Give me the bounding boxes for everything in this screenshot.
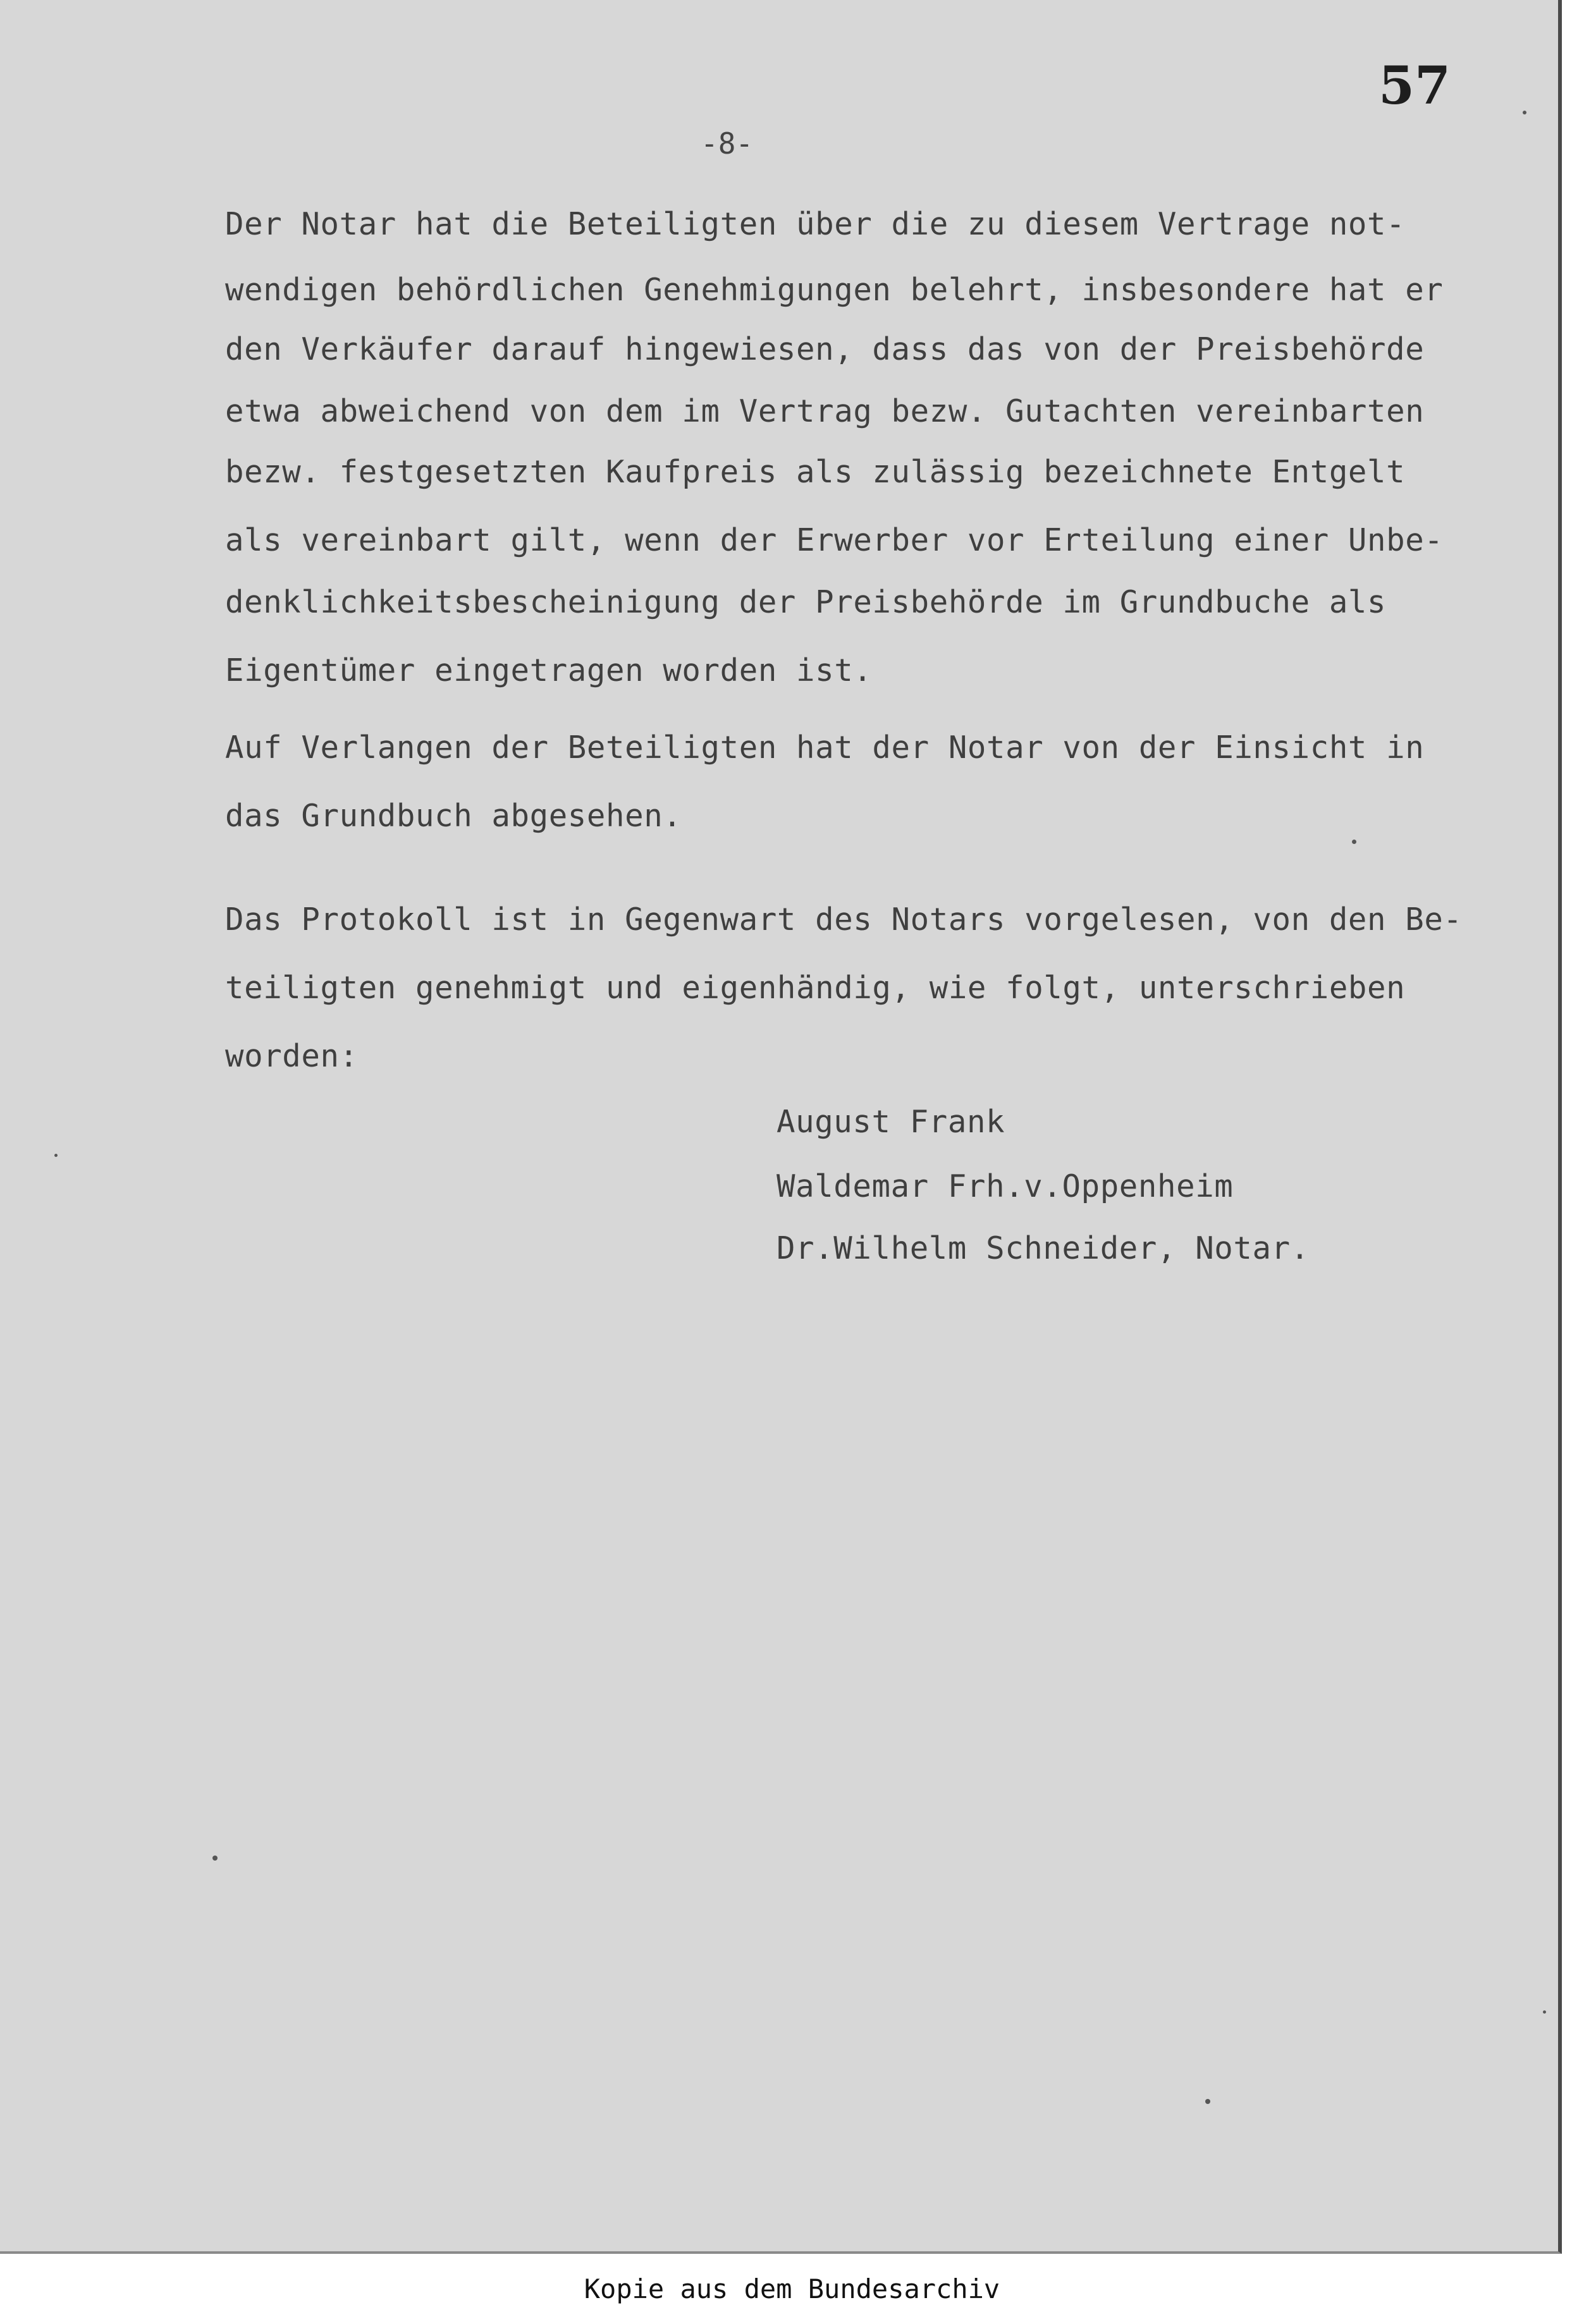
signature-line: August Frank: [777, 1104, 1005, 1140]
text-line: als vereinbart gilt, wenn der Erwerber vor Erteilung einer Unbe-: [225, 522, 1444, 558]
text-line: etwa abweichend von dem im Vertrag bezw. Gutachten vereinbarten: [225, 393, 1425, 429]
archive-page-number: 57: [1378, 56, 1451, 116]
text-line: Eigentümer eingetragen worden ist.: [225, 652, 873, 688]
paper-speck: [1543, 2010, 1546, 2014]
text-line: worden:: [225, 1038, 359, 1074]
text-line: das Grundbuch abgesehen.: [225, 798, 682, 834]
signature-line: Dr.Wilhelm Schneider, Notar.: [777, 1230, 1310, 1266]
paper-speck: [1523, 111, 1526, 114]
text-line: Der Notar hat die Beteiligten über die zu diesem Vertrage not-: [225, 206, 1406, 242]
paper-speck: [54, 1154, 58, 1157]
paper-speck: [1352, 840, 1356, 844]
text-line: bezw. festgesetzten Kaufpreis als zulässig bezeichnete Entgelt: [225, 454, 1406, 490]
text-line: wendigen behördlichen Genehmigungen belehrt, insbesondere hat er: [225, 272, 1444, 308]
paper-speck: [212, 1856, 218, 1861]
sheet-number: -8-: [701, 126, 754, 161]
archive-footer: Kopie aus dem Bundesarchiv: [584, 2273, 1000, 2304]
text-line: den Verkäufer darauf hingewiesen, dass das von der Preisbehörde: [225, 331, 1425, 367]
text-line: Das Protokoll ist in Gegenwart des Notars vorgelesen, von den Be-: [225, 902, 1463, 938]
text-line: teiligten genehmigt und eigenhändig, wie folgt, unterschrieben: [225, 970, 1406, 1006]
text-line: Auf Verlangen der Beteiligten hat der Notar von der Einsicht in: [225, 730, 1425, 766]
signature-line: Waldemar Frh.v.Oppenheim: [777, 1168, 1234, 1204]
text-line: denklichkeitsbescheinigung der Preisbehörde im Grundbuche als: [225, 584, 1387, 620]
paper-speck: [1205, 2099, 1210, 2104]
